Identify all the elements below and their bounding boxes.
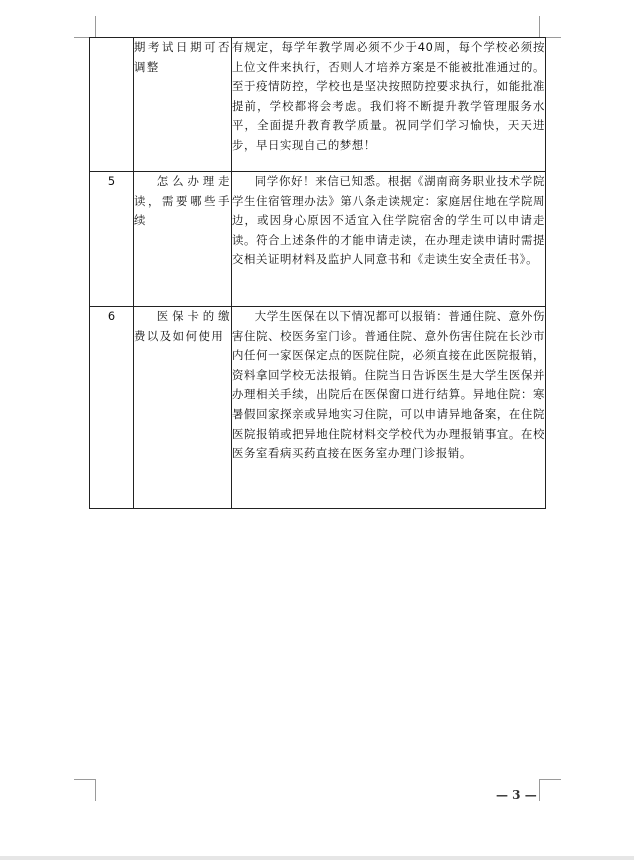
table-row [90,38,546,172]
answer-cell [232,38,546,172]
row-number: 5 [90,172,134,307]
answer-cell [232,172,546,307]
page-number: — 3 — [496,788,537,802]
question-cell: 期考试日期可否调整 [134,38,232,172]
question-text: 怎么办理走读，需要哪些手续 [134,174,231,228]
answer-text: 同学你好！来信已知悉。根据《湖南商务职业技术学院学生住宿管理办法》第八条走读规定：家庭居住地在学院周边，或因身心原因不适宜入住学院宿舍的学生可以申请走读。符合上述条件的才能申请走读，在办理走读申请时需提交相关证明材料及监护人同意书和《走读生安全责任书》。 [232,174,545,267]
question-cell [134,307,232,509]
crop-mark-top-right-v [539,16,540,38]
answer-cell [232,307,546,509]
crop-mark-bottom-left-h [74,779,96,780]
row-number: 6 [90,307,134,509]
table-row [90,307,546,509]
crop-mark-bottom-left-v [95,779,96,801]
crop-mark-bottom-right-h [539,779,561,780]
question-text: 医保卡的缴费以及如何使用 [134,309,231,343]
crop-mark-bottom-right-v [539,779,540,801]
crop-mark-top-left-v [95,16,96,38]
answer-text: 大学生医保在以下情况都可以报销：普通住院、意外伤害住院、校医务室门诊。普通住院、意外伤害住院在长沙市内任何一家医保定点的医院住院，必须直接在此医院报销，资料拿回学校无法报销。住院当日告诉医生是大学生医保并办理相关手续，出院后在医保窗口进行结算。异地住院：寒暑假回家探亲或异地实习住院，可以申请异地备案，在住院医院报销或把异地住院材料交学校代为办理报销事宜。在校医务室看病买药直接在医务室办理门诊报销。 [232,309,545,461]
qa-table [89,37,546,509]
answer-text: 有规定，每学年教学周必须不少于40周，每个学校必须按上位文件来执行，否则人才培养方案是不能被批准通过的。至于疫情防控，学校也是坚决按照防控要求执行，如能批准提前，学校都将会考虑。我们将不断提升教学管理服务水平，全面提升教育教学质量。祝同学们学习愉快，天天进步，早日实现自己的梦想！ [232,40,545,152]
table-row [90,172,546,307]
question-cell [134,172,232,307]
page-bottom-edge [0,856,634,860]
row-number [90,38,134,172]
